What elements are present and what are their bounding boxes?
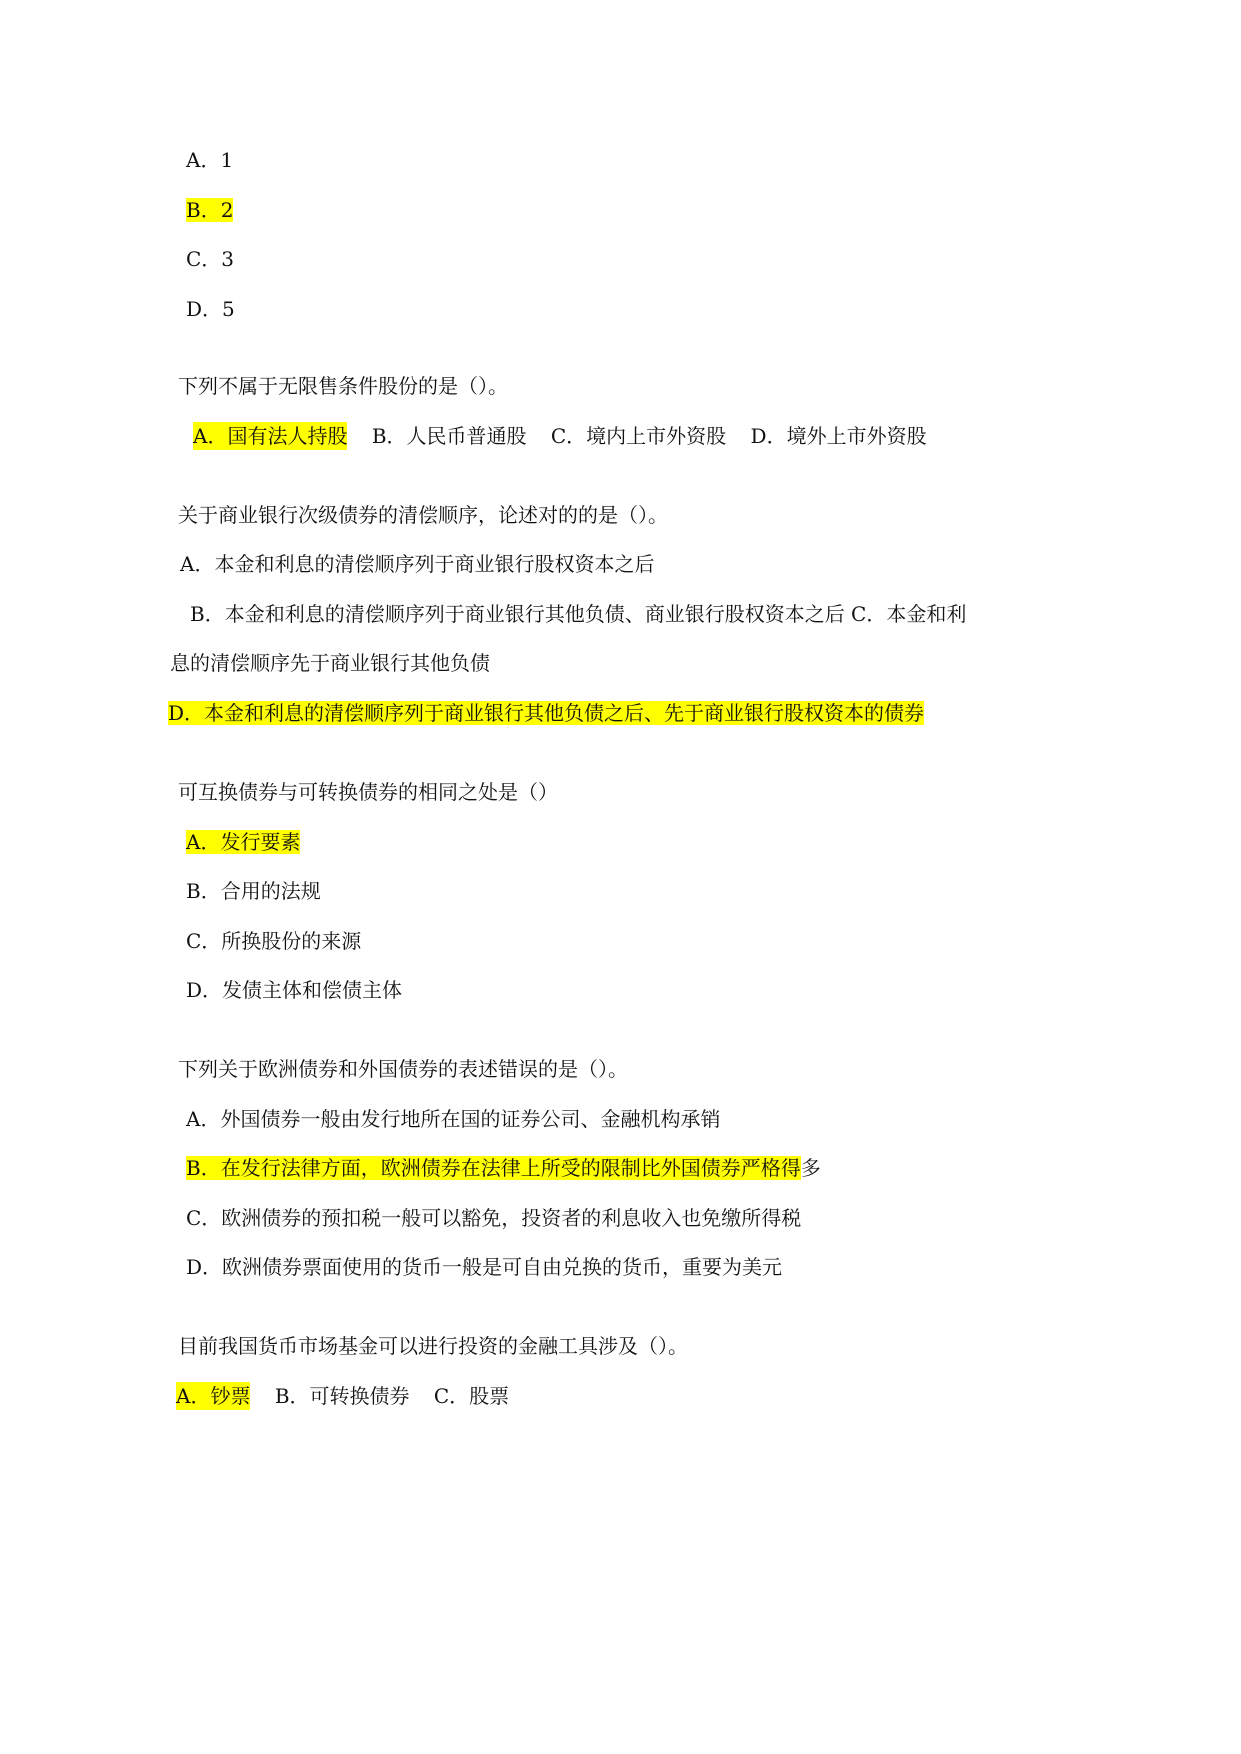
q5-option-b: B．可转换债券 [274, 1384, 410, 1408]
q3-stem: 可互换债券与可转换债券的相同之处是（） [178, 780, 558, 804]
q5-stem: 目前我国货币市场基金可以进行投资的金融工具涉及（）。 [178, 1334, 688, 1358]
highlight-answer: B．在发行法律方面，欧洲债券在法律上所受的限制比外国债券严格得 [186, 1156, 801, 1180]
q0-option-c: C．3 [186, 247, 235, 271]
q4-option-b [186, 1154, 821, 1182]
highlight-answer: B．2 [186, 198, 234, 222]
q3-option-a [186, 828, 300, 856]
q5-option-a: A．钞票 [176, 1384, 251, 1408]
q4-option-a: A．外国债券一般由发行地所在国的证券公司、金融机构承销 [186, 1107, 721, 1131]
q1-option-d: D．境外上市外资股 [750, 424, 927, 448]
q2-option-b: B．本金和利息的清偿顺序列于商业银行其他负债、商业银行股权资本之后 C．本金和利 [190, 602, 967, 626]
q1-options [193, 422, 927, 450]
q5-options [176, 1382, 509, 1410]
q4-option-c: C．欧洲债券的预扣税一般可以豁免，投资者的利息收入也免缴所得税 [186, 1206, 802, 1230]
q0-option-d: D．5 [186, 297, 235, 321]
highlight-answer: A．发行要素 [186, 830, 301, 854]
q1-option-a: A．国有法人持股 [193, 424, 348, 448]
highlight-answer: D．本金和利息的清偿顺序列于商业银行其他负债之后、先于商业银行股权资本的债券 [168, 701, 925, 725]
q0-option-b [186, 196, 233, 224]
q4-option-b-rest: 多 [800, 1156, 821, 1180]
q2-stem: 关于商业银行次级债券的清偿顺序，论述对的的是（）。 [178, 503, 668, 527]
q1-stem: 下列不属于无限售条件股份的是（）。 [178, 374, 508, 398]
q3-option-b: B．合用的法规 [186, 879, 321, 903]
q3-option-c: C．所换股份的来源 [186, 929, 362, 953]
q1-option-b: B．人民币普通股 [371, 424, 527, 448]
q4-option-d: D．欧洲债券票面使用的货币一般是可自由兑换的货币，重要为美元 [186, 1255, 783, 1279]
q2-option-b-cont: 息的清偿顺序先于商业银行其他负债 [170, 651, 490, 675]
q0-option-a: A．1 [186, 148, 234, 172]
q4-stem: 下列关于欧洲债券和外国债券的表述错误的是（）。 [178, 1057, 628, 1081]
q2-option-d [168, 699, 924, 727]
q2-option-a: A．本金和利息的清偿顺序列于商业银行股权资本之后 [180, 552, 655, 576]
q3-option-d: D．发债主体和偿债主体 [186, 978, 403, 1002]
q5-option-c: C．股票 [433, 1384, 510, 1408]
q1-option-c: C．境内上市外资股 [550, 424, 727, 448]
